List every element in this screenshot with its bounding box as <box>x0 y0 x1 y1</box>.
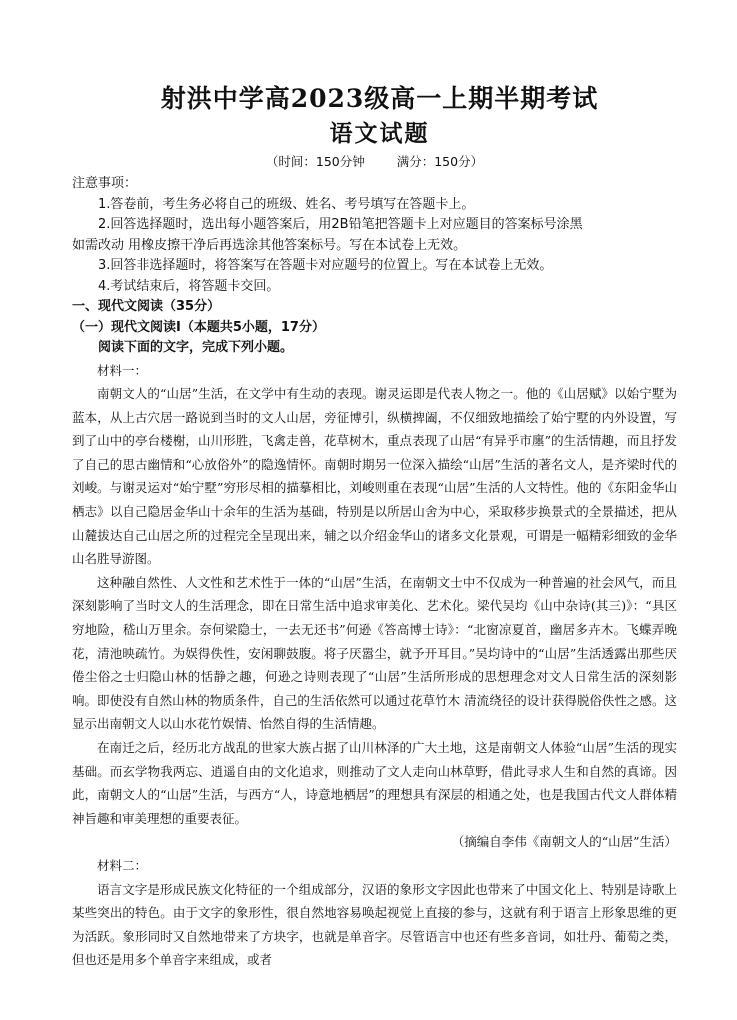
exam-subject-title: 语文试题 <box>329 120 430 147</box>
reading-instruction: 阅读下面的文字，完成下列小题。 <box>98 340 294 355</box>
exam-meta <box>72 152 677 172</box>
notice-item: 4.考试结束后，将答题卡交回。 <box>98 278 280 294</box>
exam-title: 射洪中学高2023级高一上期半期考试 <box>160 84 599 113</box>
notice-item: 1.答卷前，考生务必将自己的班级、姓名、考号填写在答题卡上。 <box>98 196 475 212</box>
exam-score: 满分：150分） <box>396 154 484 169</box>
material2-label: 材料二： <box>97 857 148 873</box>
material1-label: 材料一： <box>97 362 148 378</box>
material1-paragraph: 这种融自然性、人文性和艺术性于一体的“山居”生活，在南朝文士中不仅成为一种普遍的社会风气，而且深刻影响了当时文人的生活理念，即在日常生活中追求审美化、艺术化。梁代吴均《山中杂诗(其三)》：“具区穷地险，嵇山万里余。奈何梁隐士，一去无还书”何逊《答高博士诗》：“北窗凉夏首，幽居多卉木。飞蝶弄晚花，清池映疏竹。为娱得佚性，安闲聊鼓腹。将子厌嚣尘，就予开耳目。”吴均诗中的“山居”生活透露出那些厌倦尘俗之士归隐山林的恬静之趣，何逊之诗则表现了“山居”生活所形成的思想理念对文人日常生活的深刻影响。即使没有自然山林的物质条件，自己的生活依然可以通过花草竹木 清流绕径的设计获得脱俗佚性之感。这显示出南朝文人以山水花竹娱情、怡然自得的生活情趣。 <box>72 574 677 732</box>
notice-item: 3.回答非选择题时，将答案写在答题卡对应题号的位置上。写在本试卷上无效。 <box>98 258 553 273</box>
notice-item: 如需改动 用橡皮擦干净后再选涂其他答案标号。写在本试卷上无效。 <box>72 237 467 253</box>
material1-paragraph: 在南迁之后，经历北方战乱的世家大族占据了山川林泽的广大土地，这是南朝文人体验“山居”生活的现实基础。而玄学物我两忘、逍遥自由的文化追求，则推动了文人走向山林草野，借此寻求人生和自然的真谛。因此，南朝文人的“山居”生活，与西方“人，诗意地栖居”的理想具有深层的相通之处，也是我国古代文人群体精神旨趣和审美理想的重要表征。 <box>72 740 677 826</box>
notice-item: 2.回答选择题时，选出每小题答案后，用2B铅笔把答题卡上对应题目的答案标号涂黑 <box>98 217 583 232</box>
material1-source: （摘编自李伟《南朝文人的“山居”生活） <box>451 834 677 850</box>
material1-paragraph: 南朝文人的“山居”生活，在文学中有生动的表现。谢灵运即是代表人物之一。他的《山居赋》以始宁墅为蓝本，从上古穴居一路说到当时的文人山居，旁征博引，纵横捭阖，不仅细致地描绘了始宁墅的内外设置，写到了山中的亭台楼榭，山川形胜，飞禽走兽，花草树木，重点表现了山居“有异乎市廛”的生活情趣，而且抒发了自己的思古幽情和“心放俗外”的隐逸情怀。南朝时期另一位深入描绘“山居”生活的著名文人，是齐梁时代的刘峻。与谢灵运对“始宁墅”穷形尽相的描摹相比，刘峻则重在表现“山居”生活的人文特性。他的《东阳金华山栖志》以自己隐居金华山十余年的生活为基础，特别是以所居山舍为中心，采取移步换景式的全景描述，把从山麓拔达自己山居之所的过程完全呈现出来，辅之以介绍金华山的诸多文化景观，可谓是一幅精彩细致的金华山名胜导游图。 <box>72 386 677 567</box>
material2-paragraph: 语言文字是形成民族文化特征的一个组成部分，汉语的象形文字因此也带来了中国文化上、特别是诗歌上某些突出的特色。由于文字的象形性，很自然地容易唤起视觉上直接的参与，这就有利于语言上形象思维的更为活跃。象形同时又自然地带来了方块字，也就是单音字。尽管语言中也还有些多音词，如壮丹、葡萄之类，但也还是用多个单音字来组成，或者 <box>72 881 677 968</box>
section-heading: 一、现代文阅读（35分） <box>72 299 221 314</box>
exam-time: （时间：150分钟 <box>265 154 365 169</box>
subsection-heading: （一）现代文阅读Ⅰ（本题共5小题，17分） <box>72 319 325 335</box>
notice-heading: 注意事项： <box>72 176 138 191</box>
